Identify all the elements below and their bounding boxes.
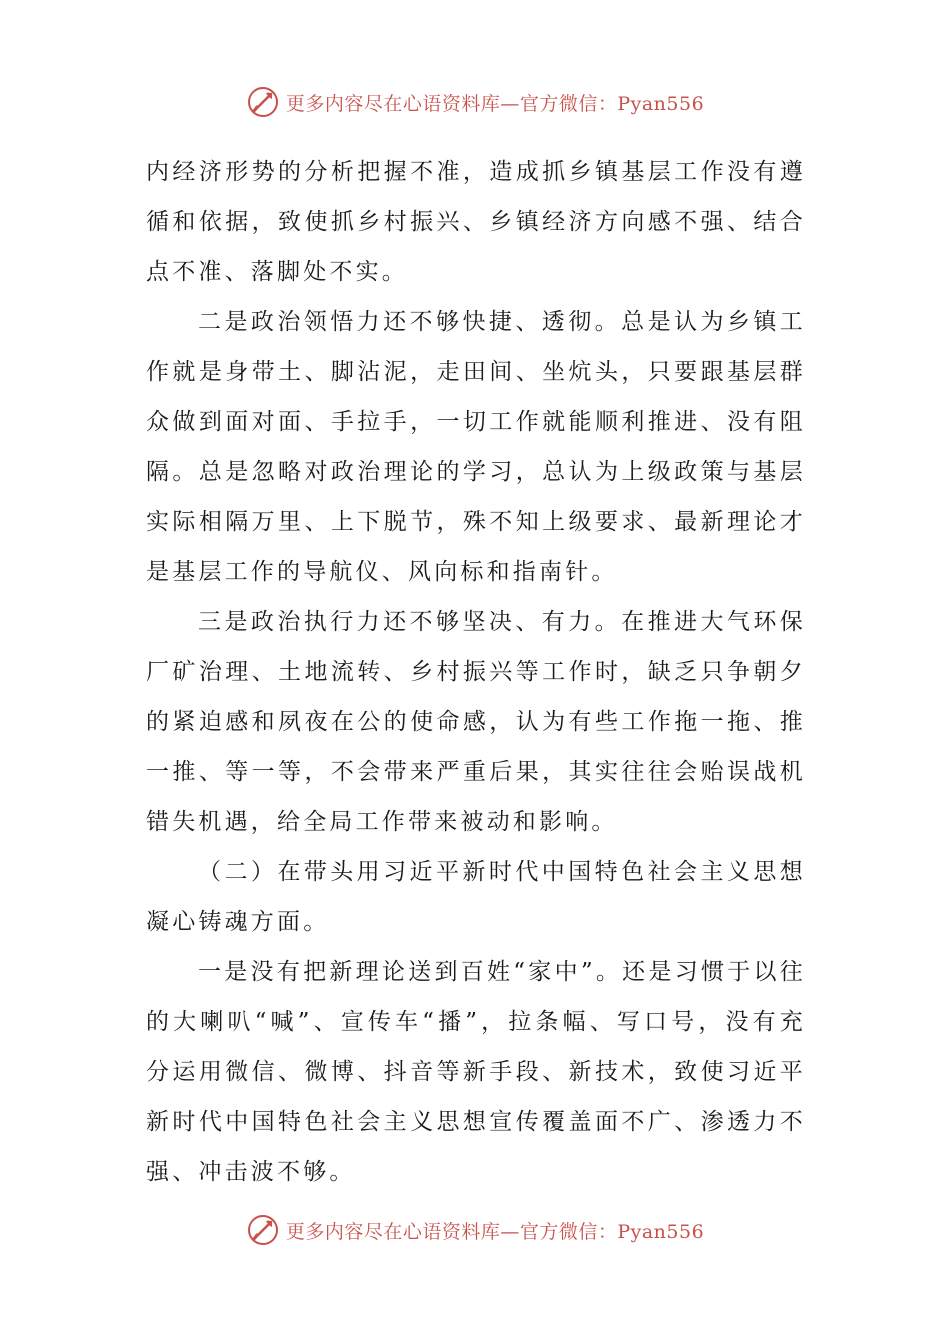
footer-watermark-text: 更多内容尽在心语资料库—官方微信：Pyan556 (285, 1220, 705, 1243)
quill-seal-icon (246, 85, 280, 119)
paragraph-political-understanding: 二是政治领悟力还不够快捷、透彻。总是认为乡镇工作就是身带土、脚沾泥，走田间、坐炕头，只要跟基层群众做到面对面、手拉手，一切工作就能顺利推进、没有阻隔。总是忽略对政治理论的学习，总认为上级政策与基层实际相隔万里、上下脱节，殊不知上级要求、最新理论才是基层工作的导航仪、风向标和指南针。 (146, 309, 806, 585)
footer-watermark-banner (0, 1210, 950, 1250)
paragraph-continuation: 内经济形势的分析把握不准，造成抓乡镇基层工作没有遵循和依据，致使抓乡村振兴、乡镇经济方向感不强、结合点不准、落脚处不实。 (146, 159, 806, 285)
document-body (146, 147, 806, 1197)
header-watermark-text: 更多内容尽在心语资料库—官方微信：Pyan556 (285, 92, 705, 115)
quill-seal-icon (246, 1213, 280, 1247)
section-heading-2: （二）在带头用习近平新时代中国特色社会主义思想凝心铸魂方面。 (146, 859, 806, 935)
header-watermark-banner (0, 82, 950, 122)
paragraph-political-execution: 三是政治执行力还不够坚决、有力。在推进大气环保厂矿治理、土地流转、乡村振兴等工作时，缺乏只争朝夕的紧迫感和夙夜在公的使命感，认为有些工作拖一拖、推一推、等一等，不会带来严重后果，其实往往会贻误战机错失机遇，给全局工作带来被动和影响。 (146, 609, 806, 835)
paragraph-new-theory-outreach: 一是没有把新理论送到百姓“家中”。还是习惯于以往的大喇叭“喊”、宣传车“播”，拉条幅、写口号，没有充分运用微信、微博、抖音等新手段、新技术，致使习近平新时代中国特色社会主义思想宣传覆盖面不广、渗透力不强、冲击波不够。 (146, 959, 806, 1185)
